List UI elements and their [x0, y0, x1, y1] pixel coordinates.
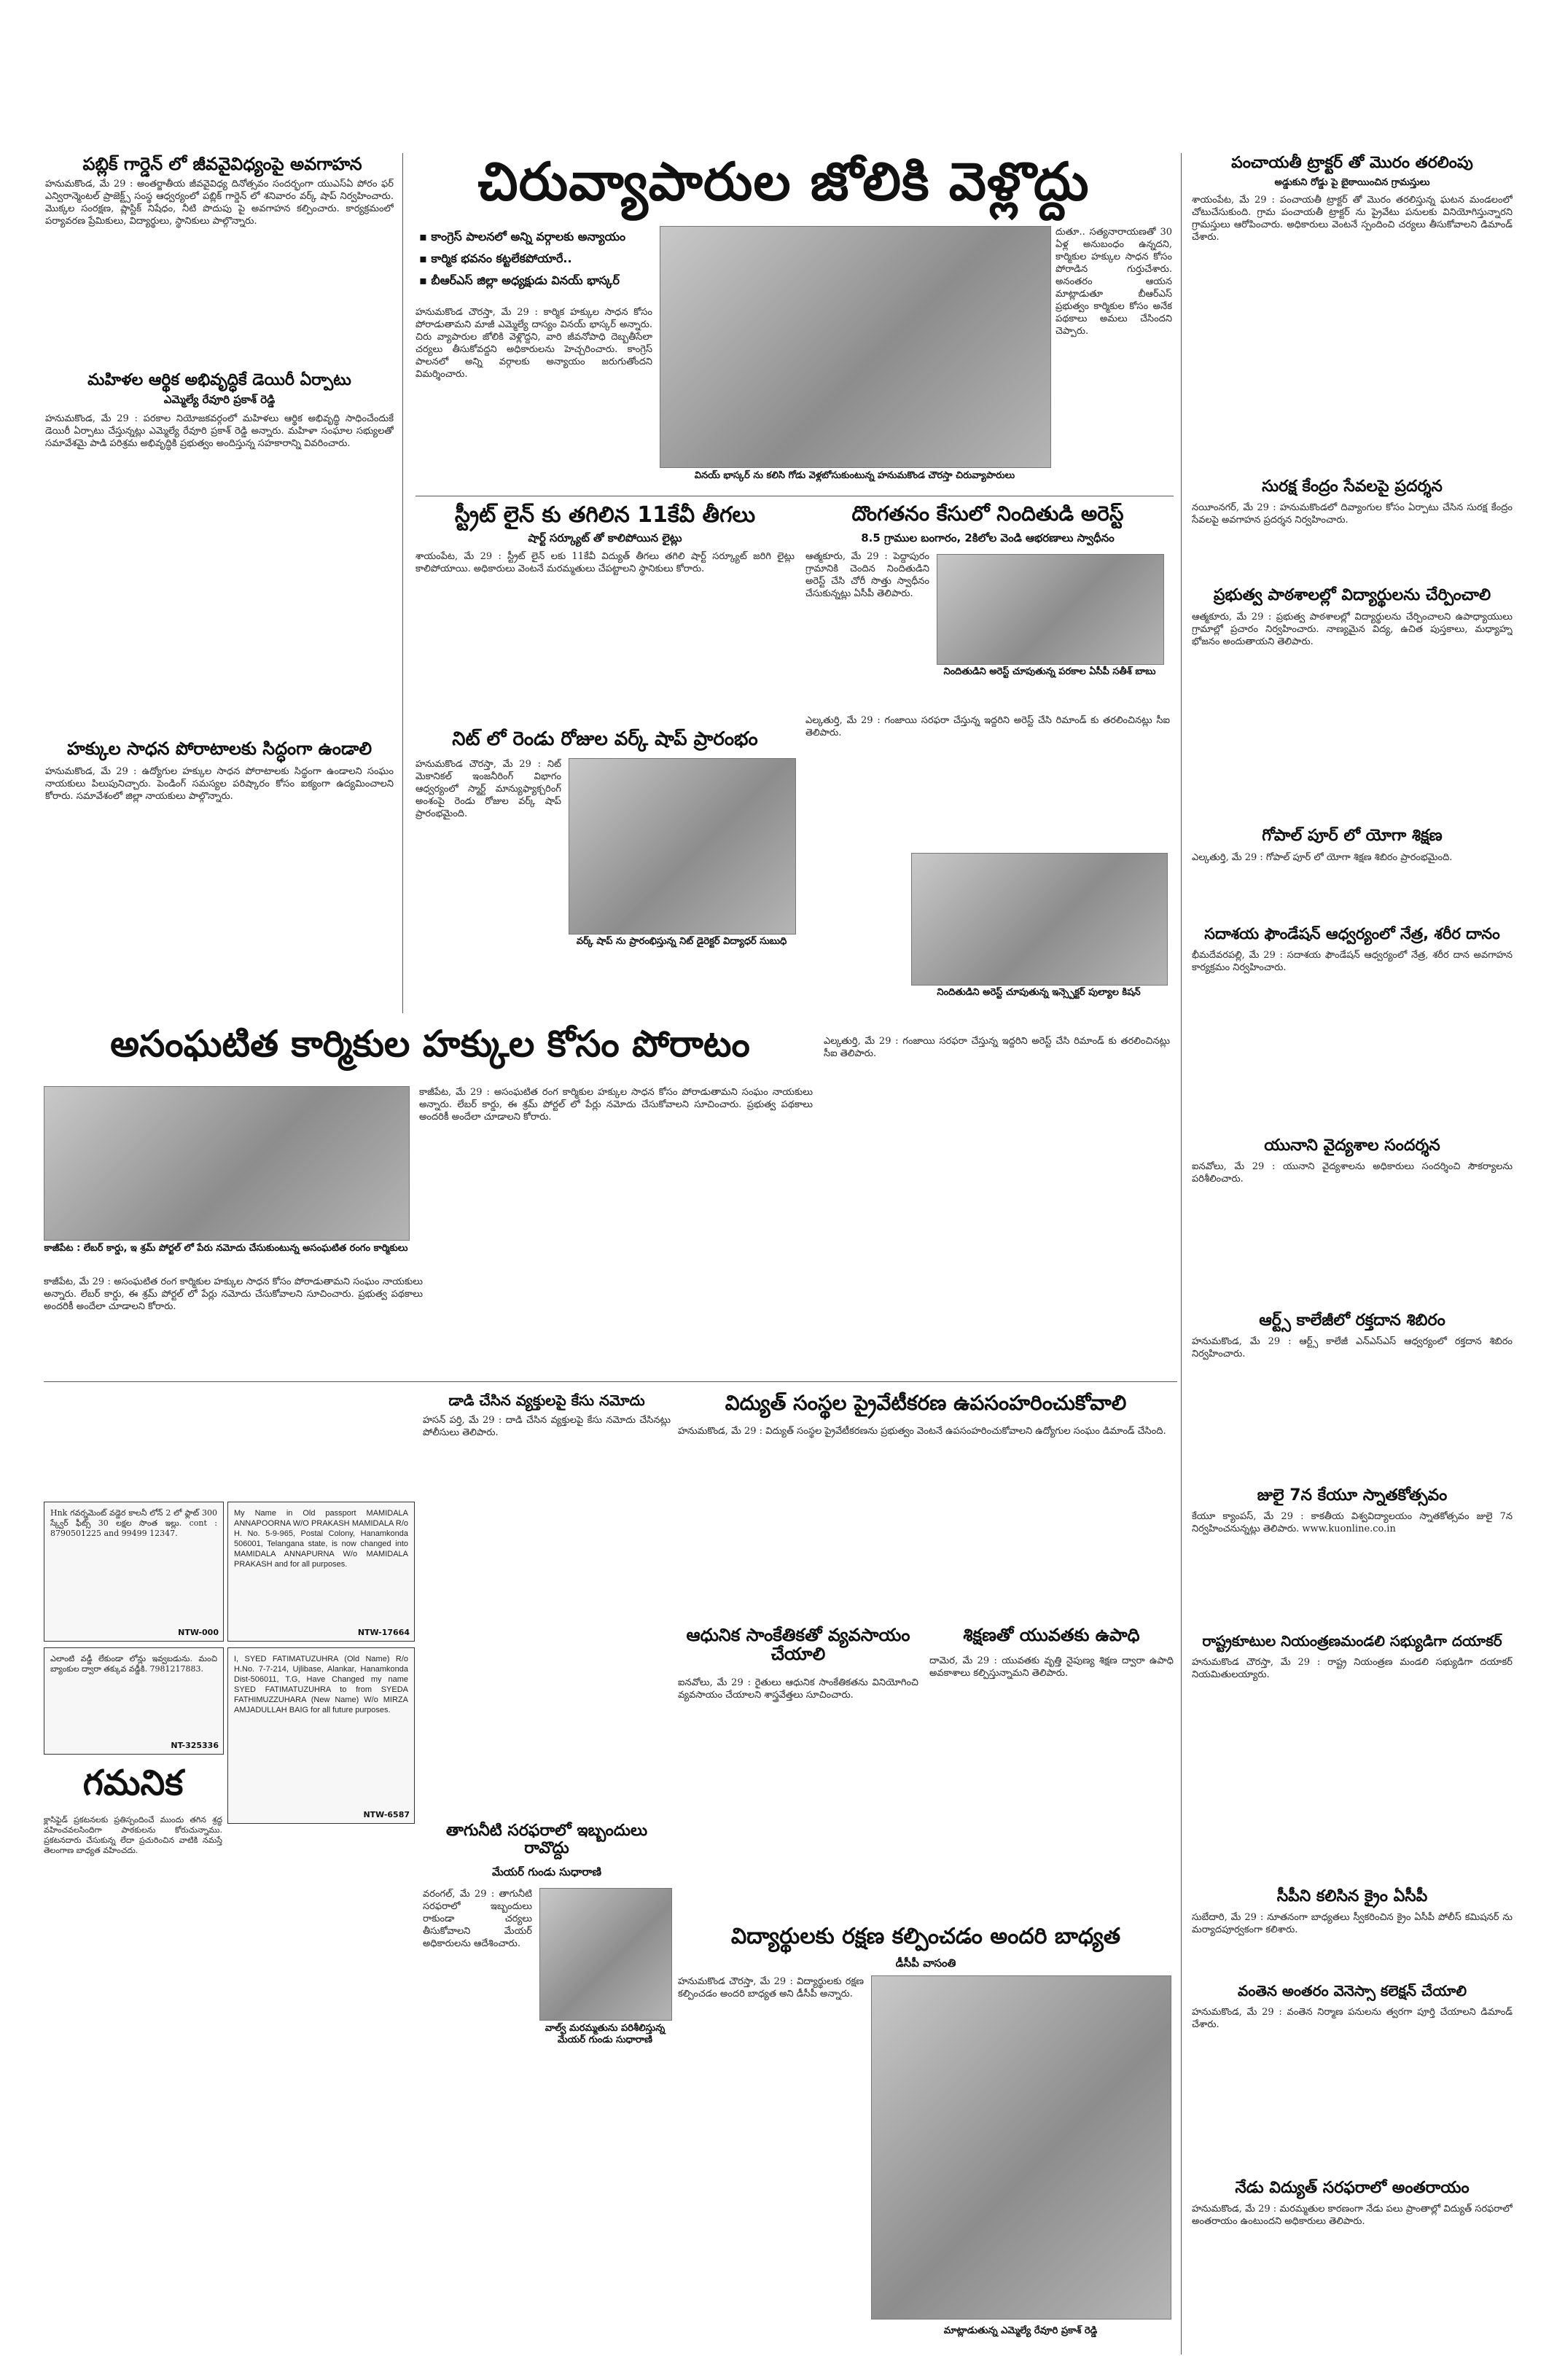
mid-article-1-body: శాయంపేట, మే 29 : స్ట్రీట్ లైన్ లకు 11కేవీ విద్యుత్ తీగలు తగిలి షార్ట్ సర్క్యూట్ జరిగి లైట్లు కాలిపోయాయి. అధికారులు వెంటనే మరమ్మతులు చేపట్టాలని స్థానికులు కోరారు.	[415, 551, 795, 574]
right-article-2-body: నయీంనగర్, మే 29 : హనుమకొండలో దివ్యాంగుల కోసం ఏర్పాటు చేసిన సురక్ష కేంద్రం సేవలపై అవగాహన ప్రదర్శన నిర్వహించారు.	[1192, 502, 1513, 526]
main-article-body: హనుమకొండ చౌరస్తా, మే 29 : కార్మిక హక్కుల సాధన కోసం పోరాడుతామని మాజీ ఎమ్మెల్యే దాస్యం వినయ్ భాస్కర్ అన్నారు. చిరు వ్యాపారుల జోలికి వెళ్లొద్దని, వారి జీవనోపాధి దెబ్బతీసేలా చర్యలు తీసుకోవద్దని అధికారులను హెచ్చరించారు. కాంగ్రెస్ పాలనలో అన్ని వర్గాలకు అన్యాయం జరుగుతోందని విమర్శించారు.	[415, 307, 652, 380]
mid-headline-2-sub: 8.5 గ్రాముల బంగారం, 2కిలోల వెండి ఆభరణాలు స్వాధీనం	[861, 531, 1115, 545]
mid-photo-nit-caption: వర్క్ షాప్ ను ప్రారంభిస్తున్న నిట్ డైరెక్టర్ విద్యాధర్ సుబుధి	[576, 936, 787, 947]
main-bullet-2-text: కార్మిక భవనం కట్టలేకపోయారే..	[431, 251, 572, 265]
right-article-7-body: హనుమకొండ, మే 29 : ఆర్ట్స్ కాలేజీ ఎన్ఎస్ఎస్ ఆధ్వర్యంలో రక్తదాన శిబిరం నిర్వహించారు.	[1192, 1336, 1513, 1359]
notice-title: గమనిక	[82, 1763, 184, 1803]
right-column-rule	[1181, 153, 1182, 2354]
lower-headline-2: తాగునీటి సరఫరాలో ఇబ్బందులు రావొద్దు	[445, 1822, 648, 1858]
main-bullet-2: ▪ కార్మిక భవనం కట్టలేకపోయారే..	[419, 251, 572, 265]
left-headline-1: పబ్లిక్ గార్డెన్ లో జీవవైవిధ్యంపై అవగాహన	[82, 154, 362, 174]
main-photo-caption: వినయ్ భాస్కర్ ను కలిసి గోడు వెళ్లబోసుకుంటున్న హనుమకొండ చౌరస్తా చిరువ్యాపారులు	[694, 470, 1015, 481]
main-bullet-3: ▪ బీఆర్ఎస్ జిల్లా అధ్యక్షుడు వినయ్ భాస్కర్	[419, 273, 620, 287]
lower-article-1-body: హసన్ పర్తి, మే 29 : దాడి చేసిన వ్యక్తులపై కేసు నమోదు చేసినట్లు పోలీసులు తెలిపారు.	[423, 1415, 671, 1438]
lower-headline-3: విద్యుత్ సంస్థల ప్రైవేటీకరణ ఉపసంహరించుకోవాలి	[725, 1391, 1127, 1415]
classified-ad-2	[227, 1502, 415, 1642]
right-headline-9: రాష్ట్రకూటుల నియంత్రణమండలి సభ్యుడిగా దయాకర్	[1202, 1632, 1502, 1650]
left-article-1-body: హనుమకొండ, మే 29 : అంతర్జాతీయ జీవవైవిధ్య దినోత్సవం సందర్భంగా యుఎస్ఏ పోరం ఫర్ ఎన్విరాన్మెంటల్ ప్రాజెక్ట్స్ సంస్థ ఆధ్వర్యంలో పబ్లిక్ గార్డెన్ లో శనివారం వర్క్ షాప్ నిర్వహించారు. మొక్కల సంరక్షణ, ప్లాస్టిక్ నిషేధం, నీటి పొదుపు పై అవగాహన కల్పించారు. కార్యక్రమంలో పర్యావరణ ప్రేమికులు, విద్యార్థులు, స్థానికులు పాల్గొన్నారు.	[45, 179, 394, 227]
main-bullet-3-text: బీఆర్ఎస్ జిల్లా అధ్యక్షుడు వినయ్ భాస్కర్	[431, 273, 620, 287]
classified-ad-2-text: My Name in Old passport MAMIDALA ANNAPOORNA W/O PRAKASH MAMIDALA R/o H. No. 5-9-965, Postal Colony, Hanamkonda 506001, Telangana state, is now changed into MAMIDALA ANNAPURNA W/o MAMIDALA PRAKASH and for all purposes.	[234, 1509, 408, 1569]
right-headline-11: వంతెన అంతరం వెనెస్సా కలెక్షన్ చేయాలి	[1237, 1982, 1467, 1999]
mid-article-3-body: హనుమకొండ చౌరస్తా, మే 29 : నిట్ మెకానికల్ ఇంజనీరింగ్ విభాగం ఆధ్వర్యంలో స్మార్ట్ మాన్యుఫ్యాక్చరింగ్ అంశంపై రెండు రోజుల వర్క్ షాప్ ప్రారంభమైంది.	[415, 759, 561, 819]
mid-headline-1: స్ట్రీట్ లైన్ కు తగిలిన 11కేవీ తీగలు	[454, 502, 756, 528]
classified-ad-4-code: NTW-6587	[363, 1810, 410, 1819]
right-article-8-body: కేయూ క్యాంపస్, మే 29 : కాకతీయ విశ్వవిద్యాలయం స్నాతకోత్సవం జులై 7న నిర్వహించనున్నట్లు తెలిపారు. www.kuonline.co.in	[1192, 1511, 1513, 1534]
main-bullet-1: ▪ కాంగ్రెస్ పాలనలో అన్ని వర్గాలకు అన్యాయం	[419, 230, 626, 243]
classified-ad-1	[44, 1502, 224, 1642]
lower-photo-mla	[871, 1975, 1171, 2319]
lower-photo-mayor	[539, 1888, 672, 2021]
classified-ad-1-code: NTW-000	[178, 1628, 219, 1637]
right-article-6-body: ఐనవోలు, మే 29 : యునాని వైద్యశాలను అధికారులు సందర్శించి సౌకర్యాలను పరిశీలించారు.	[1192, 1161, 1513, 1185]
right-article-9-body: హనుమకొండ చౌరస్తా, మే 29 : రాష్ట్ర నియంత్రణ మండలి సభ్యుడిగా దయాకర్ నియమితులయ్యారు.	[1192, 1657, 1513, 1680]
main-photo	[660, 226, 1051, 468]
unorganized-body: కాజీపేట, మే 29 : అసంఘటిత రంగ కార్మికుల హక్కుల సాధన కోసం పోరాడుతామని సంఘం నాయకులు అన్నారు. లేబర్ కార్డు, ఈ శ్రమ్ పోర్టల్ లో పేర్లు నమోదు చేసుకోవాలని సూచించారు. ప్రభుత్వ పథకాలు అందరికీ అందేలా చూడాలని కోరారు.	[44, 1276, 423, 1312]
right-headline-12: నేడు విద్యుత్ సరఫరాలో అంతరాయం	[1235, 2179, 1470, 2197]
lower-headline-6-sub: డీసీపీ వాసంతి	[895, 1956, 956, 1970]
right-headline-7: ఆర్ట్స్ కాలేజీలో రక్తదాన శిబిరం	[1259, 1311, 1445, 1330]
right-article-4-body: ఎల్కతుర్తి, మే 29 : గోపాల్ పూర్ లో యోగా శిక్షణ శిబిరం ప్రారంభమైంది.	[1192, 852, 1453, 863]
lower-headline-4: ఆధునిక సాంకేతికతో వ్యవసాయం చేయాలి	[686, 1625, 910, 1665]
lower-headline-6: విద్యార్థులకు రక్షణ కల్పించడం అందరి బాధ్యత	[730, 1924, 1121, 1949]
mid-headline-1-sub: షార్ట్ సర్క్యూట్ తో కాలిపోయిన లైట్లు	[528, 531, 682, 545]
mid-article-2-body: ఆత్మకూరు, మే 29 : పెద్దాపురం గ్రామానికి చెందిన నిందితుడిని అరెస్ట్ చేసి చోరీ సొత్తు స్వాధీనం చేసుకున్నట్లు ఏసీపీ తెలిపారు.	[805, 551, 929, 599]
lower-photo-mayor-caption: వాల్వ్ మరమ్మతును పరిశీలిస్తున్న మేయర్ గుండు సుధారాణి	[545, 2023, 666, 2045]
lower-article-3-body: హనుమకొండ, మే 29 : విద్యుత్ సంస్థల ప్రైవేటీకరణను ప్రభుత్వం వెంటనే ఉపసంహరించుకోవాలని ఉద్యోగుల సంఘం డిమాండ్ చేసింది.	[678, 1426, 1166, 1437]
lower-article-4-body: ఐనవోలు, మే 29 : రైతులు ఆధునిక సాంకేతికతను వినియోగించి వ్యవసాయం చేయాలని శాస్త్రవేత్తలు సూచించారు.	[678, 1677, 918, 1701]
left-headline-2: మహిళల ఆర్థిక అభివృద్ధికే డెయిరీ ఏర్పాటు	[87, 371, 351, 389]
mid-photo-arrest-1-caption: నిందితుడిని అరెస్ట్ చూపుతున్న పరకాల ఏసీపీ సతీశ్ బాబు	[943, 666, 1156, 677]
right-headline-4: గోపాల్ పూర్ లో యోగా శిక్షణ	[1262, 827, 1443, 845]
mid-photo-arrest-1	[937, 554, 1164, 665]
classified-ad-4-text: I, SYED FATIMATUZUHRA (Old Name) R/o H.No. 7-7-214, Ujlibase, Alankar, Hanamkonda Dist-506011, T.G, Have Changed my name SYED FATIMATUZUHRA to from SYEDA FATHIMUZZUHARA (New Name) W/o MIRZA AMJADULLAH BAIG for all future purposes.	[234, 1655, 408, 1714]
column-rule	[402, 153, 403, 1013]
main-bullet-1-text: కాంగ్రెస్ పాలనలో అన్ని వర్గాలకు అన్యాయం	[431, 230, 626, 243]
classified-ad-4	[227, 1647, 415, 1824]
main-bullets	[419, 226, 660, 292]
right-headline-3: ప్రభుత్వ పాఠశాలల్లో విద్యార్థులను చేర్పించాలి	[1213, 586, 1491, 604]
classified-ad-3	[44, 1647, 224, 1755]
classified-ad-1-text: Hnk గవర్నమెంట్ వడ్డెర కాలనీ లోన్ 2 లో ఫ్లాట్ 300 స్క్వేర్ ఫీట్స్ 30 లక్షల సొంత ఇల్లు. cont : 8790501225 and 99499 12347.	[50, 1508, 217, 1538]
ganja-article-body: ఎల్కతుర్తి, మే 29 : గంజాయి సరఫరా చేస్తున్న ఇద్దరిని అరెస్ట్ చేసి రిమాండ్ కు తరలించినట్లు సీఐ తెలిపారు.	[824, 1036, 1170, 1059]
lower-photo-mla-caption: మాట్లాడుతున్న ఎమ్మెల్యే రేవూరి ప్రకాశ్ రెడ్డి	[943, 2325, 1098, 2336]
mid-photo-arrest-2-caption: నిందితుడిని అరెస్ట్ చూపుతున్న ఇన్స్పెక్టర్ పుల్యాల కిషన్	[937, 987, 1141, 998]
right-headline-1: పంచాయతీ ట్రాక్టర్ తో మొరం తరలింపు	[1231, 154, 1473, 172]
right-article-11-body: హనుమకొండ, మే 29 : వంతెన నిర్మాణ పనులను త్వరగా పూర్తి చేయాలని డిమాండ్ చేశారు.	[1192, 2007, 1513, 2030]
mid-headline-3: నిట్ లో రెండు రోజుల వర్క్ షాప్ ప్రారంభం	[452, 728, 758, 750]
right-headline-1-sub: అడ్డుకుని రోడ్డు పై బైఠాయించిన గ్రామస్తులు	[1274, 177, 1430, 188]
right-article-1-body: శాయంపేట, మే 29 : పంచాయతీ ట్రాక్టర్ తో మొరం తరలిస్తున్న ఘటన మండలంలో చోటుచేసుకుంది. గ్రామ పంచాయతీ ట్రాక్టర్ ను ప్రైవేటు పనులకు వినియోగిస్తున్నారని గ్రామస్తులు ఆరోపించారు. అధికారులు వెంటనే స్పందించి చర్యలు తీసుకోవాలని డిమాండ్ చేశారు.	[1192, 195, 1513, 243]
left-article-2-body: హనుమకొండ, మే 29 : పరకాల నియోజకవర్గంలో మహిళలు ఆర్థిక అభివృద్ధి సాధించేందుకే డెయిరీ ఏర్పాటు చేస్తున్నట్లు ఎమ్మెల్యే రేవూరి ప్రకాశ్ రెడ్డి అన్నారు. మహిళా సంఘాల సభ్యులతో సమావేశమై పాడి పరిశ్రమ అభివృద్ధికి ప్రభుత్వం అందిస్తున్న సహకారాన్ని వివరించారు.	[45, 413, 394, 449]
mid-photo-arrest-2	[911, 853, 1168, 986]
lower-article-2-body: వరంగల్, మే 29 : తాగునీటి సరఫరాలో ఇబ్బందులు రాకుండా చర్యలు తీసుకోవాలని మేయర్ అధికారులను ఆదేశించారు.	[423, 1889, 532, 1949]
right-headline-10: సీపీని కలిసిన క్రైం ఏసీపీ	[1276, 1887, 1428, 1905]
unorganized-photo-caption: కాజీపేట : లేబర్ కార్డు, ఇ శ్రమ్ పోర్టల్ లో పేరు నమోదు చేసుకుంటున్న అసంఘటిత రంగం కార్మికులు	[44, 1243, 408, 1254]
main-headline: చిరువ్యాపారుల జోలికి వెళ్లొద్దు	[477, 151, 1090, 212]
lower-divider	[44, 1381, 1177, 1382]
unorganized-photo	[44, 1086, 410, 1241]
mid-article-4-body: ఎల్కతుర్తి, మే 29 : గంజాయి సరఫరా చేస్తున్న ఇద్దరిని అరెస్ట్ చేసి రిమాండ్ కు తరలించినట్లు సీఐ తెలిపారు.	[805, 715, 1170, 738]
lower-headline-5: శిక్షణతో యువతకు ఉపాధి	[963, 1625, 1140, 1645]
unorganized-headline: అసంఘటిత కార్మికుల హక్కుల కోసం పోరాటం	[110, 1023, 750, 1065]
left-headline-3: హక్కుల సాధన పోరాటాలకు సిద్ధంగా ఉండాలి	[66, 738, 372, 759]
lower-headline-1: డాడి చేసిన వ్యక్తులపై కేసు నమోదు	[448, 1392, 645, 1409]
right-article-12-body: హనుమకొండ, మే 29 : మరమ్మతుల కారణంగా నేడు పలు ప్రాంతాల్లో విద్యుత్ సరఫరాలో అంతరాయం ఉంటుందని అధికారులు తెలిపారు.	[1192, 2204, 1513, 2227]
right-headline-5: సదాశయ ఫౌండేషన్ ఆధ్వర్యంలో నేత్ర, శరీర దానం	[1204, 925, 1500, 943]
right-headline-6: యునాని వైద్యశాల సందర్శన	[1264, 1136, 1440, 1155]
unorganized-body-right: కాజీపేట, మే 29 : అసంఘటిత రంగ కార్మికుల హక్కుల సాధన కోసం పోరాడుతామని సంఘం నాయకులు అన్నారు. లేబర్ కార్డు, ఈ శ్రమ్ పోర్టల్ లో పేర్లు నమోదు చేసుకోవాలని సూచించారు. ప్రభుత్వ పథకాలు అందరికీ అందేలా చూడాలని కోరారు.	[419, 1087, 813, 1123]
notice-body: క్లాసిఫైడ్ ప్రకటనలకు ప్రతిస్పందించే ముందు తగిన శ్రద్ధ వహించవలసిందిగా పాఠకులను కోరుచున్నాము. ప్రకటనదారు చేసుకున్న లేదా ప్రచురించిన వాటికి నమస్తే తెలంగాణ బాధ్యత వహించదు.	[44, 1815, 222, 1855]
left-headline-2-sub: ఎమ్మెల్యే రేవూరి ప్రకాశ్ రెడ్డి	[163, 393, 276, 406]
right-headline-8: జులై 7న కేయూ స్నాతకోత్సవం	[1257, 1486, 1448, 1505]
lower-article-5-body: దామెర, మే 29 : యువతకు వృత్తి నైపుణ్య శిక్షణ ద్వారా ఉపాధి అవకాశాలు కల్పిస్తున్నామని తెలిపారు.	[929, 1655, 1174, 1679]
left-article-3-body: హనుమకొండ, మే 29 : ఉద్యోగుల హక్కుల సాధన పోరాటాలకు సిద్ధంగా ఉండాలని సంఘం నాయకులు పిలుపునిచ్చారు. పెండింగ్ సమస్యల పరిష్కారం కోసం ఐక్యంగా ఉద్యమించాలని కోరారు. సమావేశంలో జిల్లా నాయకులు పాల్గొన్నారు.	[45, 766, 394, 802]
main-article-body-right: దుతూ.. సత్యనారాయణతో 30 ఏళ్ల అనుబంధం ఉన్నదని, కార్మికుల హక్కుల సాధన కోసం పోరాడిన గుర్తుచేశారు. అనంతరం ఆయన మాట్లాడుతూ బీఆర్ఎస్ ప్రభుత్వం కార్మికుల కోసం అనేక పథకాలు అమలు చేసిందని చెప్పారు.	[1055, 227, 1172, 337]
classified-ad-2-code: NTW-17664	[357, 1628, 410, 1637]
mid-headline-2: దొంగతనం కేసులో నిందితుడి అరెస్ట్	[851, 502, 1124, 526]
classified-ad-3-code: NT-325336	[171, 1741, 219, 1750]
lower-article-6-body: హనుమకొండ చౌరస్తా, మే 29 : విద్యార్థులకు రక్షణ కల్పించడం అందరి బాధ్యత అని డీసీపీ అన్నారు.	[678, 1976, 864, 1999]
mid-photo-nit	[569, 758, 796, 935]
lower-headline-2-sub: మేయర్ గుండు సుధారాణి	[491, 1865, 602, 1878]
right-article-5-body: భీమదేవరపల్లి, మే 29 : సదాశయ ఫౌండేషన్ ఆధ్వర్యంలో నేత్ర, శరీర దాన అవగాహన కార్యక్రమం నిర్వహించారు.	[1192, 950, 1513, 973]
right-article-3-body: ఆత్మకూరు, మే 29 : ప్రభుత్వ పాఠశాలల్లో విద్యార్థులను చేర్పించాలని ఉపాధ్యాయులు గ్రామాల్లో ప్రచారం నిర్వహించారు. నాణ్యమైన విద్య, ఉచిత పుస్తకాలు, మధ్యాహ్న భోజనం అందుతాయని తెలిపారు.	[1192, 612, 1513, 647]
right-headline-2: సురక్ష కేంద్రం సేవలపై ప్రదర్శన	[1262, 477, 1443, 496]
classified-ad-3-text: ఎలాంటి వడ్డీ లేకుండా లోన్లు ఇవ్వబడును. మంచి బ్యాంకుల ద్వారా తక్కువ వడ్డీకి. 7981217883.	[50, 1654, 217, 1674]
right-article-10-body: సుబేదారి, మే 29 : నూతనంగా బాధ్యతలు స్వీకరించిన క్రైం ఏసీపీ పోలీస్ కమిషనర్ ను మర్యాదపూర్వకంగా కలిశారు.	[1192, 1912, 1513, 1935]
